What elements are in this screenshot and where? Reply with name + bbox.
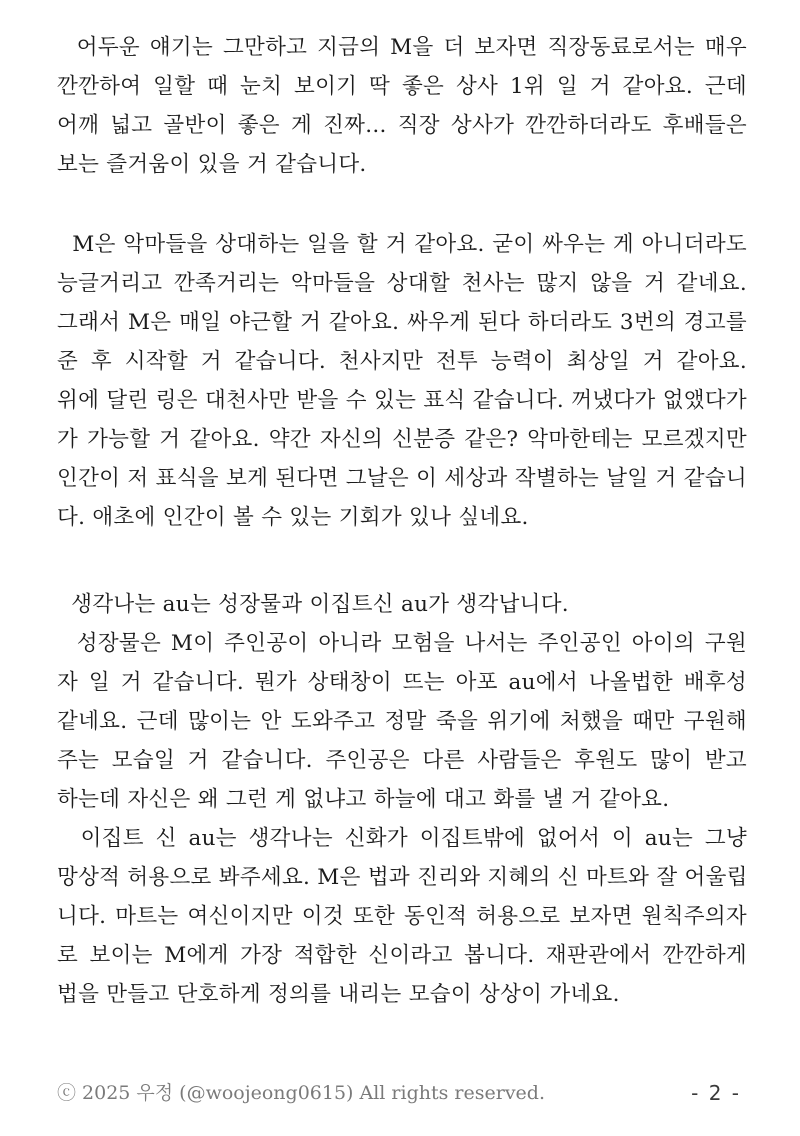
- text-line: 깐깐하여 일할 때 눈치 보이기 딱 좋은 상사 1위 일 거 같아요. 근데: [57, 74, 747, 99]
- text-line: 같네요. 근데 많이는 안 도와주고 정말 죽을 위기에 처했을 때만 구원해: [57, 709, 747, 734]
- text-line: 인간이 저 표식을 보게 된다면 그날은 이 세상과 작별하는 날일 거 같습니: [57, 466, 747, 491]
- text-line: 생각나는 au는 성장물과 이집트신 au가 생각납니다.: [57, 592, 569, 617]
- text-line: 준 후 시작할 거 같습니다. 천사지만 전투 능력이 최상일 거 같아요.: [57, 349, 747, 374]
- paragraph-4: [57, 624, 747, 819]
- text-line: 위에 달린 링은 대천사만 받을 수 있는 표식 같습니다. 꺼냈다가 없앴다가: [57, 388, 747, 413]
- text-line: 성장물은 M이 주인공이 아니라 모험을 나서는 주인공인 아이의 구원: [57, 631, 747, 656]
- text-line: 다. 애초에 인간이 볼 수 있는 기회가 있나 싶네요.: [57, 505, 529, 530]
- copyright-notice: ⓒ 2025 우정 (@woojeong0615) All rights reserved.: [57, 1082, 545, 1104]
- text-line: 어깨 넓고 골반이 좋은 게 진짜... 직장 상사가 깐깐하더라도 후배들은: [57, 113, 747, 138]
- text-line: 그래서 M은 매일 야근할 거 같아요. 싸우게 된다 하더라도 3번의 경고를: [57, 310, 747, 335]
- text-line: 망상적 허용으로 봐주세요. M은 법과 진리와 지혜의 신 마트와 잘 어울립: [57, 865, 748, 890]
- text-line: 로 보이는 M에게 가장 적합한 신이라고 봅니다. 재판관에서 깐깐하게: [57, 943, 747, 968]
- text-line: 주는 모습일 거 같습니다. 주인공은 다른 사람들은 후원도 많이 받고: [57, 748, 747, 773]
- page-number: - 2 -: [691, 1081, 741, 1105]
- paragraph-gap: [57, 184, 747, 225]
- paragraph-3: [57, 585, 747, 624]
- paragraph-5: [57, 819, 747, 1014]
- body-text: [57, 28, 747, 1014]
- paragraph-gap: [57, 537, 747, 585]
- text-line: 어두운 얘기는 그만하고 지금의 M을 더 보자면 직장동료로서는 매우: [57, 35, 747, 60]
- text-line: 이집트 신 au는 생각나는 신화가 이집트밖에 없어서 이 au는 그냥: [57, 826, 747, 851]
- text-line: 자 일 거 같습니다. 뭔가 상태창이 뜨는 아포 au에서 나올법한 배후성: [57, 670, 747, 695]
- text-line: 능글거리고 깐족거리는 악마들을 상대할 천사는 많지 않을 거 같네요.: [57, 271, 747, 296]
- page-footer: [57, 1077, 747, 1109]
- paragraph-2: [57, 225, 747, 537]
- text-line: 가 가능할 거 같아요. 약간 자신의 신분증 같은? 악마한테는 모르겠지만: [57, 427, 747, 452]
- text-line: M은 악마들을 상대하는 일을 할 거 같아요. 굳이 싸우는 게 아니더라도: [57, 232, 747, 257]
- text-line: 니다. 마트는 여신이지만 이것 또한 동인적 허용으로 보자면 원칙주의자: [57, 904, 747, 929]
- paragraph-1: [57, 28, 747, 184]
- text-line: 하는데 자신은 왜 그런 게 없냐고 하늘에 대고 화를 낼 거 같아요.: [57, 787, 670, 812]
- text-line: 보는 즐거움이 있을 거 같습니다.: [57, 152, 367, 177]
- text-line: 법을 만들고 단호하게 정의를 내리는 모습이 상상이 가네요.: [57, 982, 620, 1007]
